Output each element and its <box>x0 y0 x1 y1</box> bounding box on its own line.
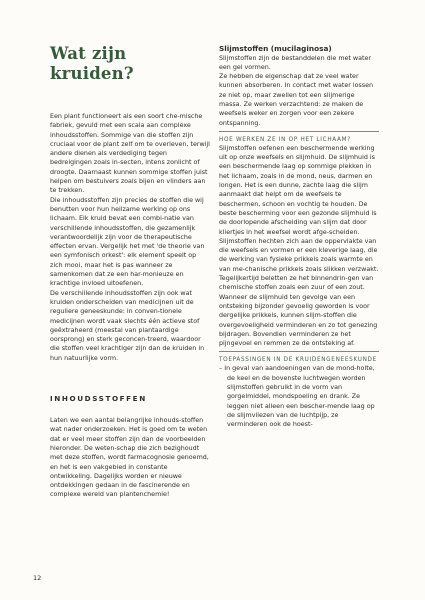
divider <box>219 131 379 132</box>
how-paragraph-1: Slijmstoffen oefenen een beschermende werking uit op onze weefsels en slijmhuid. De slijmhuid is een beschermende laag op sommige plekken in het lichaam, zoals in de mond, neus, darmen en longen. Het is een dunne, zachte laag die slijm aanmaakt dat helpt om de weefsels te beschermen, schoon en vochtig te houden. De beste bescherming voor een gezonde slijmhuid is de doorlopende afscheiding van slijm dat door kliertjes in het weefsel wordt afge-scheiden. Slijmstoffen hechten zich aan de oppervlakte van die weefsels en vormen er een kleverige laag, die de werking van fysieke prikkels zoals warmte en van me-chanische prikkels zoals slikken verzwakt. Tegelijkertijd beletten ze het binnendrin-gen van chemische stoffen zoals een zuur of een zout. <box>219 144 379 292</box>
orchestra-paragraph: Die inhoudsstoffen zijn precies de stoffen die wij benutten voor hun heilzame werking op ons lichaam. Elk kruid bevat een combi-natie van verschillende inhoudsstoffen, die gezamenlijk verantwoordelijk zijn voor de therapeutische effecten ervan. Vergelijk het met 'de theorie van een symfonisch orkest': elk element speelt op zich mooi, maar het is pas wanneer ze samenkomen dat ze een har-monieuze en krachtige invloed uitoefenen. <box>50 196 205 288</box>
right-column <box>219 44 379 429</box>
medicine-paragraph: De verschillende inhoudsstoffen zijn ook wat kruiden onderscheiden van medicijnen uit de reguliere geneeskunde: in conven-tionele medicijnen wordt vaak slechts één actieve stof geëxtraheerd (meestal van plantaardige oorsprong) en sterk geconcen-treerd, waardoor die stoffen veel krachtiger zijn dan de kruiden in hun natuurlijke vorm. <box>50 289 205 362</box>
inhoudsstoffen-paragraph: Laten we een aantal belangrijke inhouds-stoffen wat nader onderzoeken. Het is goed om te weten dat er veel meer stoffen zijn dan de voorbeelden hieronder. De weten-schap die zich bezighoudt met deze stoffen, wordt farmacognosie genoemd, en het is een vakgebied in constante ontwikkeling. Dagelijks worden er nieuwe ontdekkingen gedaan in de fascinerende en complexe wereld van plantenchemie! <box>50 417 209 499</box>
definition-paragraph: Slijmstoffen zijn de bestanddelen die met water een gel vormen. <box>219 54 371 71</box>
page-number: 12 <box>33 574 42 582</box>
list-item: – In geval van aandoeningen van de mond-holte, de keel en de bovenste luchtwegen worden slijmstoffen gebruikt in de vorm van gorgelmiddel, mondspoeling en drank. Ze leggen niet alleen een bescher-mende laag op de slijmvliezen van de luchtpijp, ze verminderen ook de hoest- <box>219 365 375 429</box>
applications-heading: TOEPASSINGEN IN DE KRUIDENGENEESKUNDE <box>219 357 377 364</box>
applications-list <box>219 364 379 429</box>
divider <box>219 351 379 352</box>
how-paragraph-2: Wanneer de slijmhuid ten gevolge van een ontsteking bijzonder gevoelig geworden is voor dergelijke prikkels, kunnen slijm-stoffen die overgevoeligheid verminderen en zo tot genezing bijdragen. Bovendien verminderen ze het pijngevoel en remmen ze de ontsteking af. <box>219 293 378 348</box>
list-item-text: In geval van aandoeningen van de mond-holte, de keel en de bovenste luchtwegen worden slijmstoffen gebruikt in de vorm van gorgelmiddel, mondspoeling en drank. Ze leggen niet alleen een bescher-mende laag op de slijmvliezen van de luchtpijp, ze verminderen ook de hoest- <box>224 365 375 429</box>
how-heading: HOE WERKEN ZE IN OP HET LICHAAM? <box>219 136 351 143</box>
section-heading-inhoudsstoffen: INHOUDSSTOFFEN <box>50 394 147 404</box>
page-title: Wat zijn kruiden? <box>50 44 134 83</box>
subsection-title: Slijmstoffen (mucilaginosa) <box>219 44 332 53</box>
properties-paragraph: Ze hebben de eigenschap dat ze veel water kunnen absorberen. In contact met water lossen ze niet op, maar zwellen tot een slijmerige massa. Ze werken verzachtend: ze maken de weefsels weker en zorgen voor een zekere ontspanning. <box>219 73 374 127</box>
left-column <box>50 44 210 500</box>
intro-paragraph: Een plant functioneert als een soort che-mische fabriek, gevuld met een scala aan complexe inhoudsstoffen. Sommige van die stoffen zijn cruciaal voor de plant zelf om te overleven, terwijl andere dienen als verdediging tegen bedreigingen zoals in-secten, intens zonlicht of droogte. Daarnaast kunnen sommige stoffen juist helpen om bestuivers zoals bijen en vlinders aan te trekken. <box>50 113 210 195</box>
